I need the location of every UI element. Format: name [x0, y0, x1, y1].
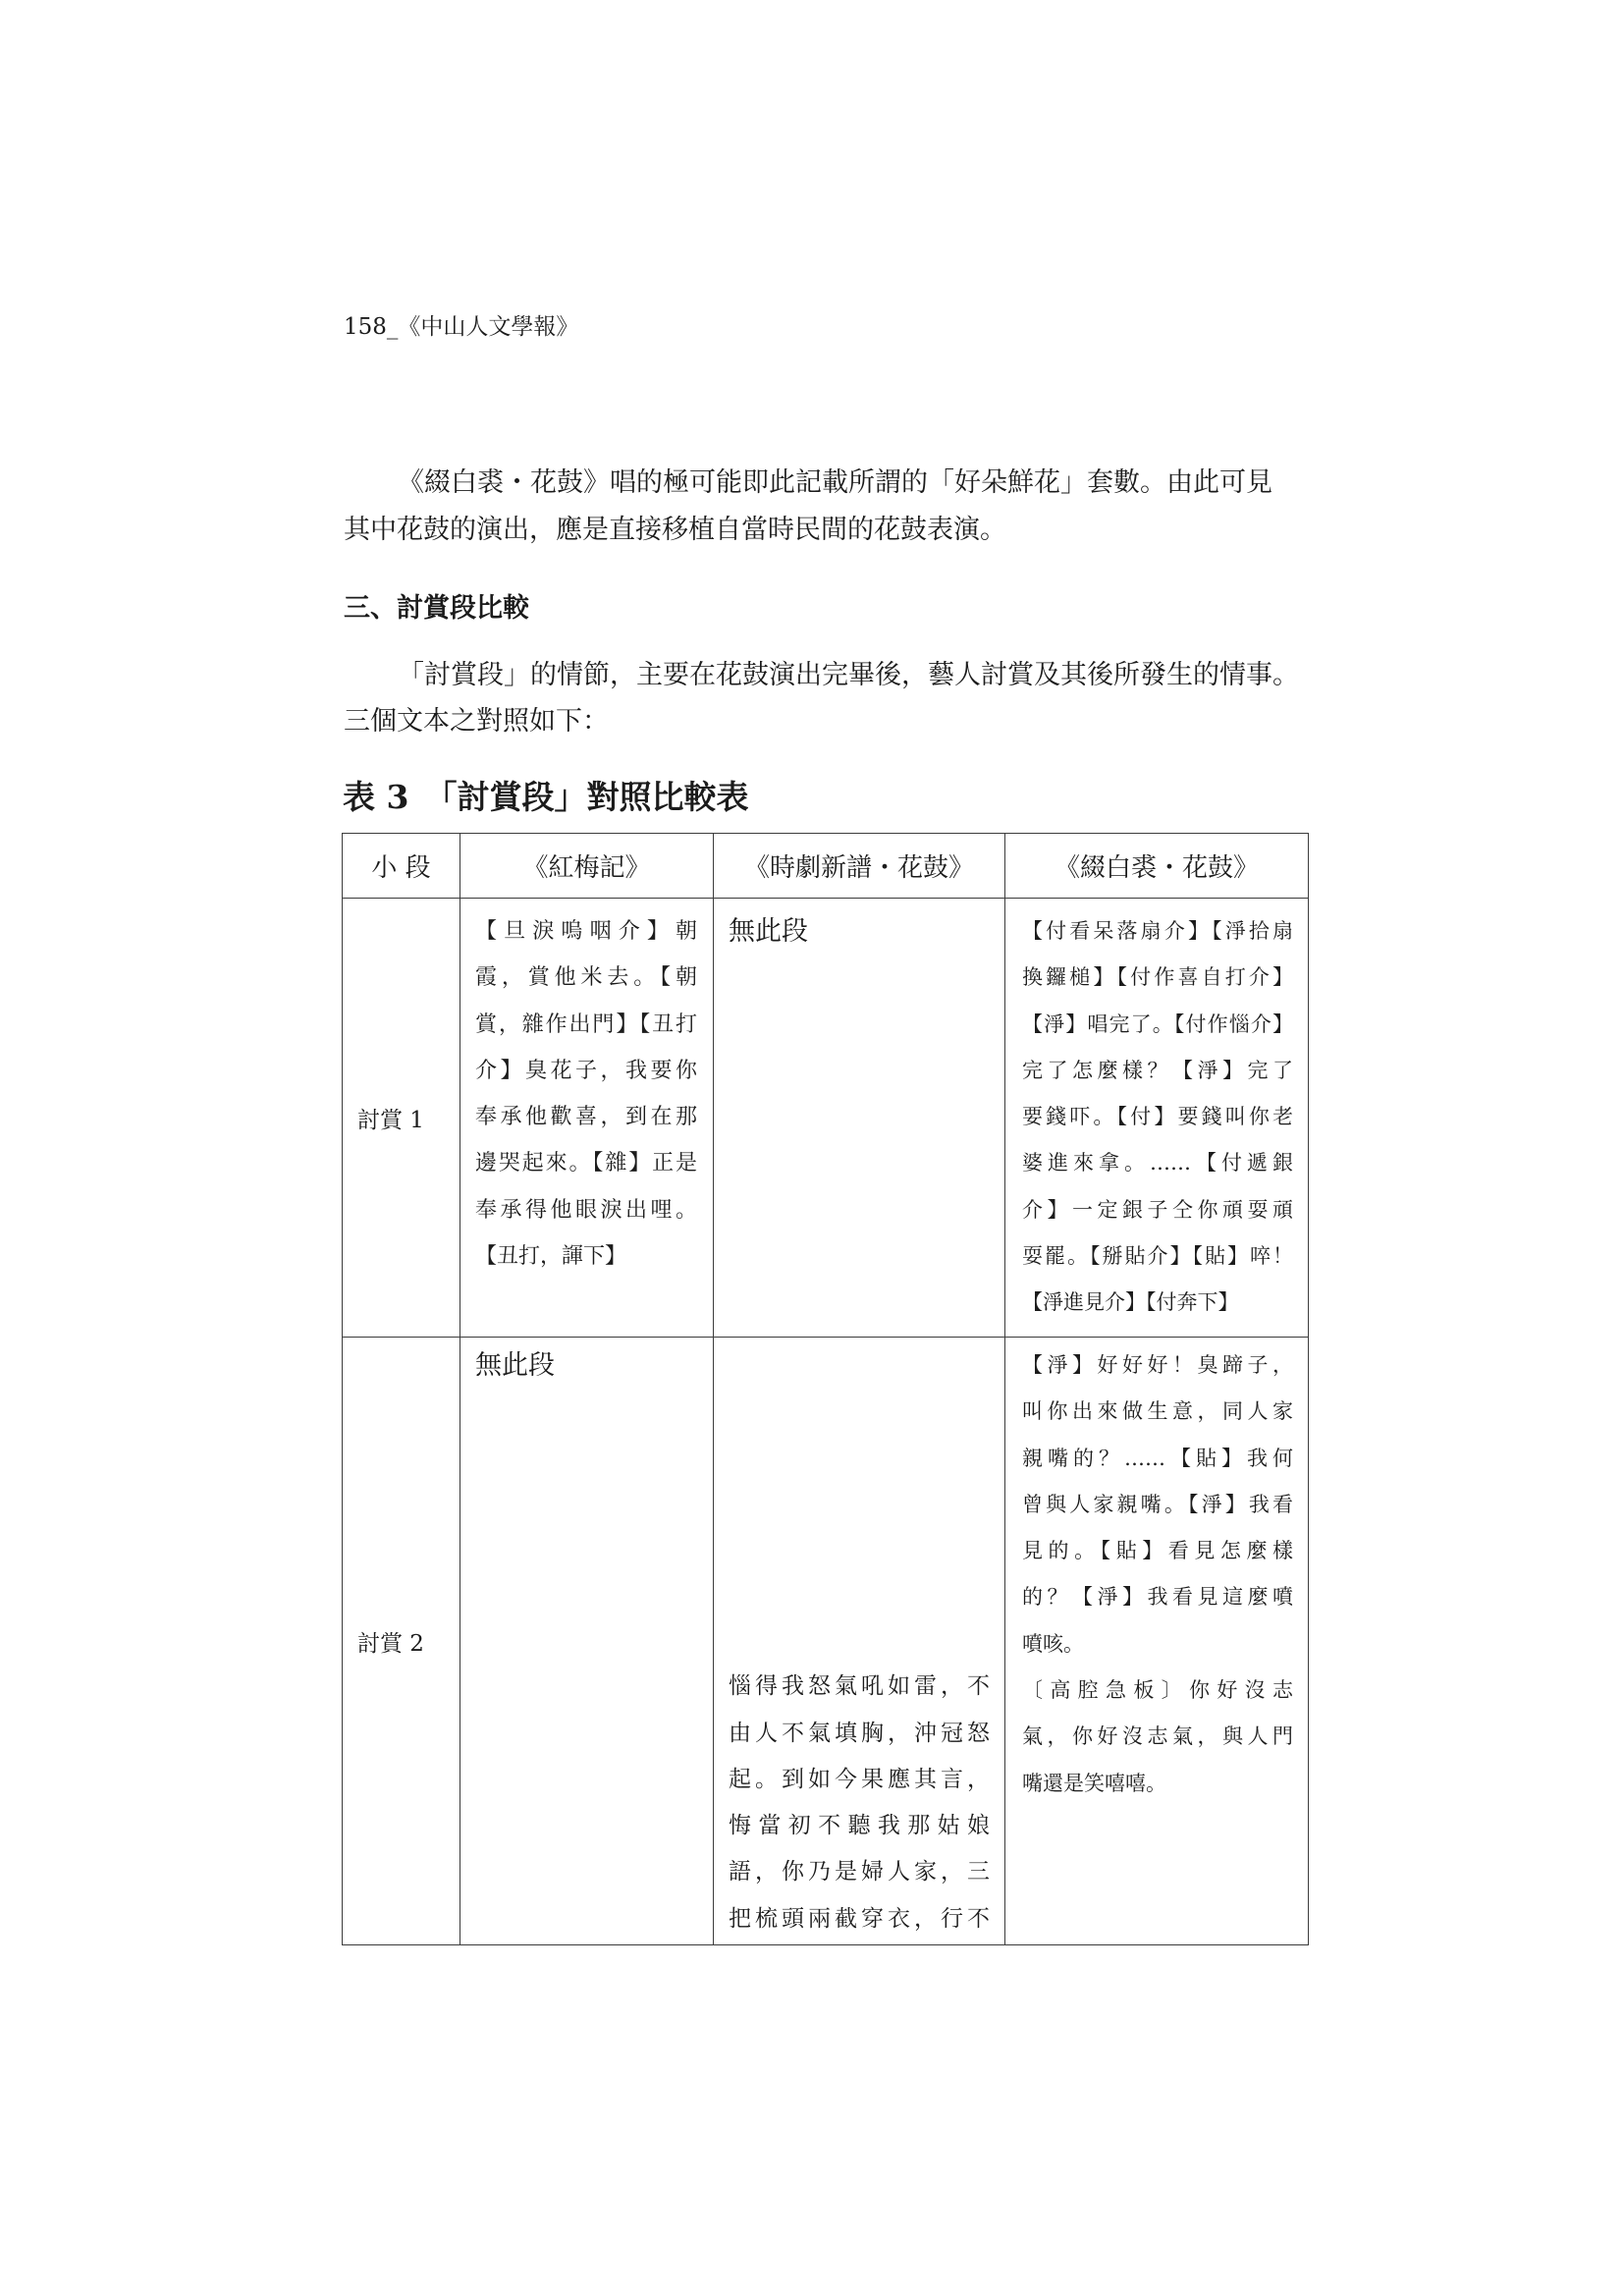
column-header-shiju-xinpu: 《時劇新譜・花鼓》	[714, 834, 1005, 899]
cell-text-line: 把梳頭兩截穿衣，行不	[729, 1905, 990, 1932]
paragraph-line: 三個文本之對照如下：	[344, 706, 609, 737]
cell-text-line: 悔當初不聽我那姑娘	[729, 1813, 990, 1839]
cell-text-line: 曾與人家親嘴。【淨】我看	[1022, 1492, 1293, 1516]
cell-text-line: 介】臭花子，我要你	[475, 1058, 697, 1083]
segment-label: 討賞 2	[343, 1338, 460, 1945]
cell-text-line: 由人不氣填胸，沖冠怒	[729, 1720, 990, 1746]
paragraph-line: 《綴白裘・花鼓》唱的極可能即此記載所謂的「好朵鮮花」套數。由此可見	[398, 467, 1272, 498]
cell-text-line: 霞，賞他米去。【朝	[475, 965, 697, 991]
cell-text-line: 見的。【貼】看見怎麼樣	[1022, 1539, 1293, 1563]
column-header-zhuibaiqiu: 《綴白裘・花鼓》	[1005, 834, 1309, 899]
cell-text-line: 賞，雜作出門】【丑打	[475, 1011, 697, 1037]
cell-zhuibaiqiu	[1005, 899, 1309, 1338]
no-passage-note: 無此段	[729, 916, 808, 947]
cell-text-line: 起。到如今果應其言，	[729, 1766, 990, 1792]
running-header: 158_《中山人文學報》	[344, 314, 579, 340]
cell-text-line: 奉承得他眼淚出哩。	[475, 1197, 697, 1223]
no-passage-note: 無此段	[475, 1350, 555, 1381]
cell-text-line: 語，你乃是婦人家，三	[729, 1859, 990, 1886]
cell-shiju-xinpu	[714, 1338, 1005, 1945]
cell-hongmeiji	[460, 1338, 714, 1945]
cell-text-line: 【付看呆落扇介】【淨拾扇	[1022, 919, 1293, 943]
comparison-table	[342, 833, 1309, 1945]
cell-text-line: 【淨】好好好！臭蹄子，	[1022, 1353, 1293, 1377]
cell-text-line: 〔高腔急板〕你好沒志	[1022, 1678, 1293, 1703]
segment-label: 討賞 1	[343, 899, 460, 1338]
table-caption-label: 表 3	[343, 778, 409, 816]
cell-text-line: 換鑼槌】【付作喜自打介】	[1022, 965, 1293, 990]
cell-text-line: 【旦淚嗚咽介】朝	[475, 919, 697, 944]
cell-text-line: 要錢吓。【付】要錢叫你老	[1022, 1105, 1293, 1129]
body-paragraph	[344, 460, 1325, 554]
section-heading: 三、討賞段比較	[344, 593, 529, 624]
cell-text-line: 噴咳。	[1022, 1631, 1084, 1656]
cell-zhuibaiqiu	[1005, 1338, 1309, 1945]
cell-text-line: 氣，你好沒志氣，與人門	[1022, 1724, 1293, 1749]
cell-text-line: 叫你出來做生意，同人家	[1022, 1399, 1293, 1424]
cell-text-line: 親嘴的？……【貼】我何	[1022, 1446, 1293, 1470]
cell-shiju-xinpu	[714, 899, 1005, 1338]
cell-text-line: 奉承他歡喜，到在那	[475, 1105, 697, 1130]
cell-text-line: 介】一定銀子仝你頑耍頑	[1022, 1197, 1293, 1222]
paragraph-line: 「討賞段」的情節，主要在花鼓演出完畢後，藝人討賞及其後所發生的情事。	[398, 660, 1299, 690]
cell-text-line: 耍罷。【掰貼介】【貼】啐！	[1022, 1244, 1293, 1269]
cell-text-line: 嘴還是笑嘻嘻。	[1022, 1771, 1166, 1795]
cell-text-line: 婆進來拿。……【付遞銀	[1022, 1151, 1293, 1175]
cell-text-line: 惱得我怒氣吼如雷，不	[729, 1673, 990, 1700]
cell-text-line: 【淨進見介】【付奔下】	[1022, 1290, 1239, 1315]
column-header-segment: 小 段	[343, 834, 460, 899]
table-caption	[343, 774, 748, 821]
cell-text-line: 【淨】唱完了。【付作惱介】	[1022, 1011, 1293, 1036]
cell-hongmeiji	[460, 899, 714, 1338]
table-caption-title: 「討賞段」對照比較表	[424, 778, 749, 816]
column-header-hongmeiji: 《紅梅記》	[460, 834, 714, 899]
table-header-row	[343, 834, 1309, 899]
table-row	[343, 899, 1309, 1338]
body-paragraph	[344, 652, 1325, 744]
paragraph-line: 其中花鼓的演出，應是直接移植自當時民間的花鼓表演。	[344, 515, 1006, 545]
cell-text-line: 邊哭起來。【雜】正是	[475, 1151, 697, 1176]
cell-text-line: 【丑打，諢下】	[475, 1244, 627, 1270]
cell-text-line: 的？【淨】我看見這麼噴	[1022, 1585, 1293, 1610]
table-row	[343, 1338, 1309, 1945]
cell-text-line: 完了怎麼樣？【淨】完了	[1022, 1058, 1293, 1082]
